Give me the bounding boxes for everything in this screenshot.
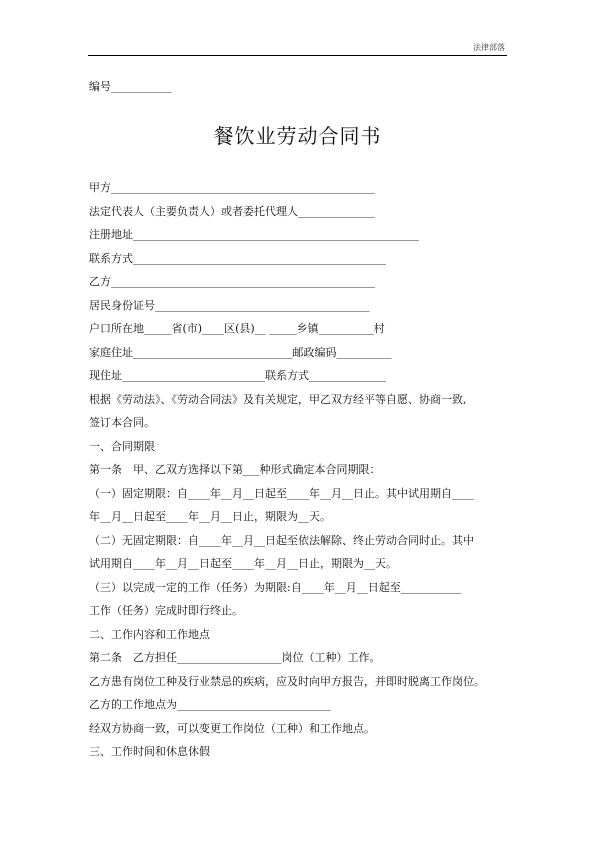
contract-line: （二）无固定期限：自____年__月__日起至依法解除、终止劳动合同时止。其中 [89, 533, 474, 547]
contract-line: 试用期自____年__月__日起至____年__月__日止，期限为__天。 [89, 557, 397, 570]
document-title: 餐饮业劳动合同书 [213, 124, 382, 148]
contract-line: 签订本合同。 [89, 416, 155, 429]
contract-line: 经双方协商一致，可以变更工作岗位（工种）和工作地点。 [89, 721, 375, 735]
contract-line: 二、工作内容和工作地点 [89, 627, 210, 641]
contract-line: 年__月__日起至____年__月__日止，期限为__天。 [89, 510, 331, 523]
contract-line: 注册地址____________________________________________________ [89, 228, 419, 241]
contract-line: 法定代表人（主要负责人）或者委托代理人______________ [89, 204, 375, 218]
contract-line: 乙方的工作地点为____________________________ [89, 698, 331, 711]
contract-line: 一、合同期限 [89, 439, 155, 453]
contract-line: （三）以完成一定的工作（任务）为期限:自____年__月__日起至___________ [89, 580, 462, 594]
contract-line: 乙方患有岗位工种及行业禁忌的疾病，应及时向甲方报告，并即时脱离工作岗位。 [89, 674, 485, 688]
contract-line: 居民身份证号_______________________________________ [89, 298, 370, 312]
contract-line: 三、工作时间和休息休假 [89, 745, 210, 758]
contract-line: （一）固定期限：自____年__月__日起至____年__月__日止。其中试用期自____ [89, 486, 474, 500]
contract-line: 户口所在地_____省(市)____区(县)__ _____乡镇__________村 [89, 322, 385, 335]
contract-line: 甲方________________________________________________ [89, 181, 375, 194]
contract-line: 现住址__________________________联系方式______________ [89, 369, 386, 382]
header-brand: 法律部落 [473, 43, 505, 52]
contract-line: 联系方式______________________________________________ [89, 251, 386, 265]
contract-line: 第一条 甲、乙双方选择以下第___种形式确定本合同期限： [89, 463, 381, 476]
contract-line: 乙方________________________________________________ [89, 275, 375, 288]
contract-line: 根据《劳动法》、《劳动合同法》及有关规定，甲乙双方经平等自愿、协商一致, [89, 392, 467, 406]
contract-body [89, 176, 509, 764]
contract-line: 家庭住址_____________________________邮政编码__________ [89, 345, 392, 359]
contract-line: 第二条 乙方担任___________________岗位（工种）工作。 [89, 651, 381, 664]
document-number: 编号___________ [89, 80, 172, 93]
header-rule [88, 55, 507, 56]
contract-line: 工作（任务）完成时即行终止。 [89, 604, 243, 617]
